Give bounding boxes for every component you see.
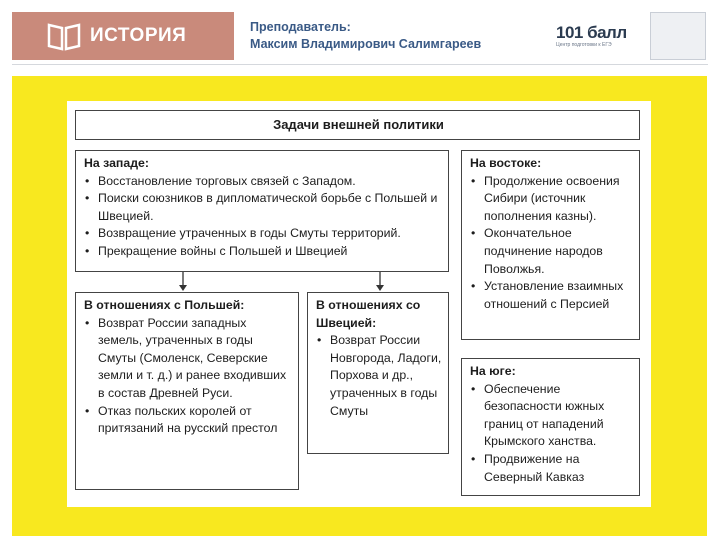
west-item: • Прекращение войны с Польшей и Швецией xyxy=(84,243,442,261)
west-heading: На западе: xyxy=(84,156,149,170)
arrow-head-poland xyxy=(179,285,187,291)
west-item: • Поиски союзников в дипломатической борьбе с Польшей и Швецией. xyxy=(84,190,442,225)
south-heading: На юге: xyxy=(470,364,516,378)
west-item: • Возвращение утраченных в годы Смуты территорий. xyxy=(84,225,442,243)
poland-item: • Возврат России западных земель, утраченных в годы Смуты (Смоленск, Северские земли и т. д.) и ранее входивших в состав Древней Руси. xyxy=(84,315,292,403)
brand-name: 101 балл xyxy=(556,23,627,42)
teacher-label: Преподаватель: xyxy=(250,20,351,34)
poland-item: • Отказ польских королей от притязаний на русский престол xyxy=(84,403,292,438)
arrow-head-sweden xyxy=(376,285,384,291)
east-heading: На востоке: xyxy=(470,156,542,170)
east-item: • Установление взаимных отношений с Персией xyxy=(470,278,633,313)
south-item: • Обеспечение безопасности южных границ от нападений Крымского ханства. xyxy=(470,381,633,451)
sweden-heading: В отношениях со Швецией: xyxy=(316,298,421,330)
teacher-name: Максим Владимирович Салимгареев xyxy=(250,37,482,51)
diagram-title: Задачи внешней политики xyxy=(75,110,640,140)
subject-title: ИСТОРИЯ xyxy=(90,25,187,46)
west-item: • Восстановление торговых связей с Западом. xyxy=(84,173,442,191)
brand-tagline: Центр подготовки к ЕГЭ xyxy=(556,42,612,48)
south-item: • Продвижение на Северный Кавказ xyxy=(470,451,633,486)
poland-heading: В отношениях с Польшей: xyxy=(84,298,245,312)
sweden-item: • Возврат России Новгорода, Ладоги, Порхова и др., утраченных в годы Смуты xyxy=(316,332,442,420)
east-item: • Окончательное подчинение народов Поволжья. xyxy=(470,225,633,278)
east-item: • Продолжение освоения Сибири (источник пополнения казны). xyxy=(470,173,633,226)
